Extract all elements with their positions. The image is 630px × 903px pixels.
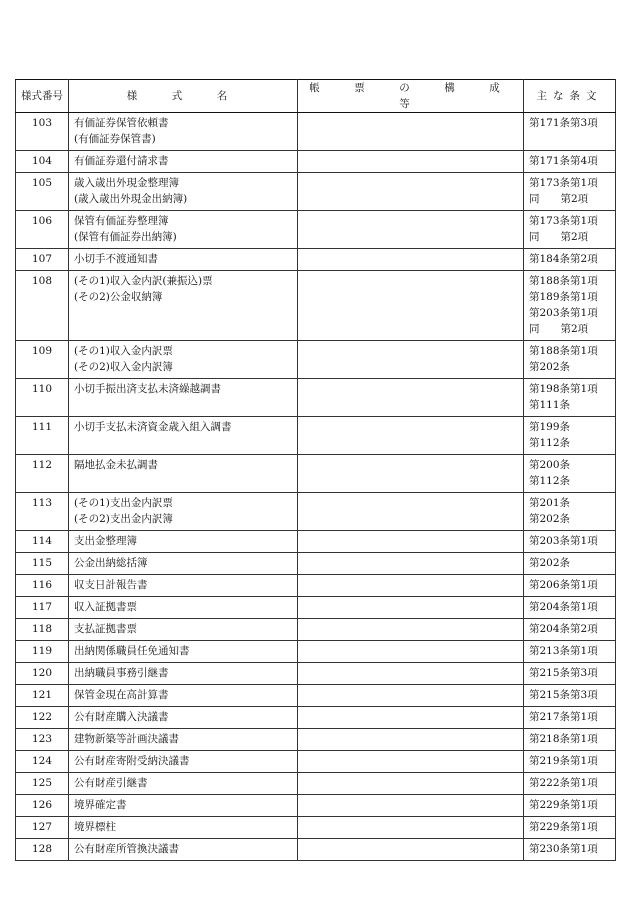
article-reference: 第200条 xyxy=(529,459,571,471)
form-name-cell xyxy=(69,493,298,531)
form-name-cell xyxy=(69,531,298,553)
article-reference: 第202条 xyxy=(529,513,571,525)
form-name-cell xyxy=(69,795,298,817)
form-composition-cell xyxy=(298,455,524,493)
header-form-name: 様 式 名 xyxy=(69,80,298,113)
table-row xyxy=(16,173,616,211)
form-number: 107 xyxy=(16,249,69,271)
form-name: (歳入歳出外現金出納簿) xyxy=(74,193,188,205)
article-cell xyxy=(524,455,616,493)
article-reference: 第112条 xyxy=(529,475,571,487)
form-name: (その1)収入金内訳(兼振込)票 xyxy=(74,275,213,287)
header-main-articles: 主な条文 xyxy=(524,80,616,113)
form-composition-cell xyxy=(298,151,524,173)
form-number: 123 xyxy=(16,729,69,751)
form-composition-cell xyxy=(298,173,524,211)
form-composition-cell xyxy=(298,575,524,597)
article-cell xyxy=(524,553,616,575)
form-name-cell xyxy=(69,173,298,211)
table-row xyxy=(16,641,616,663)
article-reference: 第204条第1項 xyxy=(529,601,598,613)
article-reference: 第218条第1項 xyxy=(529,733,598,745)
table-row xyxy=(16,553,616,575)
article-cell xyxy=(524,493,616,531)
article-cell xyxy=(524,663,616,685)
form-number: 111 xyxy=(16,417,69,455)
article-cell xyxy=(524,817,616,839)
form-name: (その2)公金収納簿 xyxy=(74,291,163,303)
article-reference: 第189条第1項 xyxy=(529,291,598,303)
form-name: (その1)収入金内訳票 xyxy=(74,345,173,357)
table-row xyxy=(16,773,616,795)
form-name-cell xyxy=(69,341,298,379)
form-number: 108 xyxy=(16,271,69,341)
form-name: 保管有価証券整理簿 xyxy=(74,215,169,227)
form-name-cell xyxy=(69,597,298,619)
form-name: 出納職員事務引継書 xyxy=(74,667,169,679)
article-cell xyxy=(524,795,616,817)
article-reference: 第184条第2項 xyxy=(529,253,598,265)
form-composition-cell xyxy=(298,795,524,817)
form-name: 歳入歳出外現金整理簿 xyxy=(74,177,179,189)
article-cell xyxy=(524,575,616,597)
form-name: 小切手振出済支払未済繰越調書 xyxy=(74,383,221,395)
form-composition-cell xyxy=(298,271,524,341)
form-name: 有価証券保管依頼書 xyxy=(74,117,169,129)
article-reference: 第202条 xyxy=(529,557,571,569)
form-name-cell xyxy=(69,663,298,685)
form-composition-cell xyxy=(298,619,524,641)
form-composition-cell xyxy=(298,685,524,707)
article-cell xyxy=(524,211,616,249)
table-row xyxy=(16,249,616,271)
article-reference: 第213条第1項 xyxy=(529,645,598,657)
form-composition-cell xyxy=(298,379,524,417)
article-cell xyxy=(524,151,616,173)
form-name: 出納関係職員任免通知書 xyxy=(74,645,190,657)
form-name: (その1)支出金内訳票 xyxy=(74,497,173,509)
article-reference: 第204条第2項 xyxy=(529,623,598,635)
form-number: 109 xyxy=(16,341,69,379)
table-row xyxy=(16,211,616,249)
form-composition-cell xyxy=(298,211,524,249)
form-name: 境界標柱 xyxy=(74,821,116,833)
form-number: 117 xyxy=(16,597,69,619)
table-row xyxy=(16,113,616,151)
form-number: 126 xyxy=(16,795,69,817)
article-reference: 同 第2項 xyxy=(529,193,589,205)
article-cell xyxy=(524,113,616,151)
article-reference: 第229条第1項 xyxy=(529,821,598,833)
form-name: 境界確定書 xyxy=(74,799,127,811)
form-number: 103 xyxy=(16,113,69,151)
article-cell xyxy=(524,341,616,379)
form-name: 公有財産寄附受納決議書 xyxy=(74,755,190,767)
article-reference: 第219条第1項 xyxy=(529,755,598,767)
form-composition-cell xyxy=(298,707,524,729)
form-name-cell xyxy=(69,417,298,455)
article-cell xyxy=(524,249,616,271)
article-reference: 第188条第1項 xyxy=(529,275,598,287)
form-number: 106 xyxy=(16,211,69,249)
form-number: 113 xyxy=(16,493,69,531)
table-row xyxy=(16,151,616,173)
header-form-number: 様式番号 xyxy=(16,80,69,113)
table-row xyxy=(16,751,616,773)
form-name: (その2)支出金内訳簿 xyxy=(74,513,173,525)
form-name: 公有財産所管換決議書 xyxy=(74,843,179,855)
form-composition-cell xyxy=(298,417,524,455)
form-name-cell xyxy=(69,729,298,751)
form-name: 支払証拠書票 xyxy=(74,623,137,635)
article-cell xyxy=(524,619,616,641)
article-reference: 第222条第1項 xyxy=(529,777,598,789)
article-cell xyxy=(524,773,616,795)
form-composition-cell xyxy=(298,729,524,751)
form-name: 有価証券還付請求書 xyxy=(74,155,169,167)
form-name-cell xyxy=(69,113,298,151)
form-name-cell xyxy=(69,619,298,641)
table-row xyxy=(16,707,616,729)
table-row xyxy=(16,493,616,531)
article-reference: 第202条 xyxy=(529,361,571,373)
article-cell xyxy=(524,707,616,729)
article-reference: 第201条 xyxy=(529,497,571,509)
table-row xyxy=(16,597,616,619)
table-body xyxy=(16,113,616,861)
form-number: 125 xyxy=(16,773,69,795)
form-number: 118 xyxy=(16,619,69,641)
form-composition-cell xyxy=(298,641,524,663)
form-name-cell xyxy=(69,249,298,271)
table-row xyxy=(16,455,616,493)
form-composition-cell xyxy=(298,773,524,795)
form-name-cell xyxy=(69,379,298,417)
table-row xyxy=(16,685,616,707)
article-cell xyxy=(524,839,616,861)
form-number: 110 xyxy=(16,379,69,417)
form-name-cell xyxy=(69,641,298,663)
form-number: 128 xyxy=(16,839,69,861)
table-header-row xyxy=(16,80,616,113)
article-cell xyxy=(524,751,616,773)
form-name: 公金出納総括簿 xyxy=(74,557,148,569)
table-row xyxy=(16,663,616,685)
article-reference: 第203条第1項 xyxy=(529,535,598,547)
article-reference: 第203条第1項 xyxy=(529,307,598,319)
article-reference: 第171条第3項 xyxy=(529,117,598,129)
form-name: 収支日計報告書 xyxy=(74,579,148,591)
form-composition-cell xyxy=(298,249,524,271)
form-name: 公有財産引継書 xyxy=(74,777,148,789)
table-row xyxy=(16,531,616,553)
form-name-cell xyxy=(69,685,298,707)
form-name-cell xyxy=(69,707,298,729)
form-composition-cell xyxy=(298,751,524,773)
article-cell xyxy=(524,417,616,455)
article-cell xyxy=(524,729,616,751)
form-composition-cell xyxy=(298,597,524,619)
table-row xyxy=(16,817,616,839)
form-name-cell xyxy=(69,575,298,597)
form-name-cell xyxy=(69,271,298,341)
form-number: 124 xyxy=(16,751,69,773)
form-name-cell xyxy=(69,751,298,773)
table-row xyxy=(16,417,616,455)
article-reference: 第173条第1項 xyxy=(529,177,598,189)
form-composition-cell xyxy=(298,817,524,839)
article-cell xyxy=(524,685,616,707)
article-cell xyxy=(524,597,616,619)
form-number: 127 xyxy=(16,817,69,839)
form-name: 小切手不渡通知書 xyxy=(74,253,158,265)
form-name: 建物新築等計画決議書 xyxy=(74,733,179,745)
form-composition-cell xyxy=(298,663,524,685)
form-number: 114 xyxy=(16,531,69,553)
article-reference: 同 第2項 xyxy=(529,231,589,243)
form-name: (その2)収入金内訳簿 xyxy=(74,361,173,373)
form-number: 112 xyxy=(16,455,69,493)
form-name: 隔地払金未払調書 xyxy=(74,459,158,471)
article-reference: 第230条第1項 xyxy=(529,843,598,855)
article-reference: 第198条第1項 xyxy=(529,383,598,395)
article-cell xyxy=(524,531,616,553)
form-number: 105 xyxy=(16,173,69,211)
article-reference: 第217条第1項 xyxy=(529,711,598,723)
form-name: 小切手支払未済資金歳入組入調書 xyxy=(74,421,232,433)
form-name-cell xyxy=(69,817,298,839)
article-reference: 第215条第3項 xyxy=(529,667,598,679)
table-row xyxy=(16,341,616,379)
form-name-cell xyxy=(69,839,298,861)
form-name: 保管金現在高計算書 xyxy=(74,689,169,701)
form-composition-cell xyxy=(298,531,524,553)
form-composition-cell xyxy=(298,113,524,151)
form-name: (有価証券保管書) xyxy=(74,133,156,145)
table-row xyxy=(16,379,616,417)
form-name-cell xyxy=(69,455,298,493)
form-name: 収入証拠書票 xyxy=(74,601,137,613)
table-row xyxy=(16,839,616,861)
form-composition-cell xyxy=(298,493,524,531)
table-row xyxy=(16,729,616,751)
form-name: 支出金整理簿 xyxy=(74,535,137,547)
article-reference: 第188条第1項 xyxy=(529,345,598,357)
article-cell xyxy=(524,173,616,211)
form-number: 116 xyxy=(16,575,69,597)
article-reference: 第215条第3項 xyxy=(529,689,598,701)
form-number: 122 xyxy=(16,707,69,729)
table-row xyxy=(16,795,616,817)
article-reference: 第111条 xyxy=(529,399,571,411)
table-row xyxy=(16,619,616,641)
article-reference: 第206条第1項 xyxy=(529,579,598,591)
table-row xyxy=(16,271,616,341)
article-reference: 第199条 xyxy=(529,421,571,433)
form-number: 119 xyxy=(16,641,69,663)
article-reference: 第171条第4項 xyxy=(529,155,598,167)
form-name-cell xyxy=(69,773,298,795)
article-reference: 同 第2項 xyxy=(529,323,589,335)
form-composition-cell xyxy=(298,553,524,575)
forms-table xyxy=(15,79,616,861)
header-form-composition: 帳 票 の 構 成 等 xyxy=(298,80,524,113)
table-row xyxy=(16,575,616,597)
form-composition-cell xyxy=(298,341,524,379)
article-cell xyxy=(524,641,616,663)
form-name: 公有財産購入決議書 xyxy=(74,711,169,723)
form-name: (保管有価証券出納簿) xyxy=(74,231,177,243)
form-number: 115 xyxy=(16,553,69,575)
article-reference: 第112条 xyxy=(529,437,571,449)
form-composition-cell xyxy=(298,839,524,861)
form-number: 121 xyxy=(16,685,69,707)
article-cell xyxy=(524,379,616,417)
form-name-cell xyxy=(69,211,298,249)
form-number: 104 xyxy=(16,151,69,173)
form-number: 120 xyxy=(16,663,69,685)
form-name-cell xyxy=(69,553,298,575)
article-reference: 第173条第1項 xyxy=(529,215,598,227)
article-reference: 第229条第1項 xyxy=(529,799,598,811)
form-name-cell xyxy=(69,151,298,173)
article-cell xyxy=(524,271,616,341)
